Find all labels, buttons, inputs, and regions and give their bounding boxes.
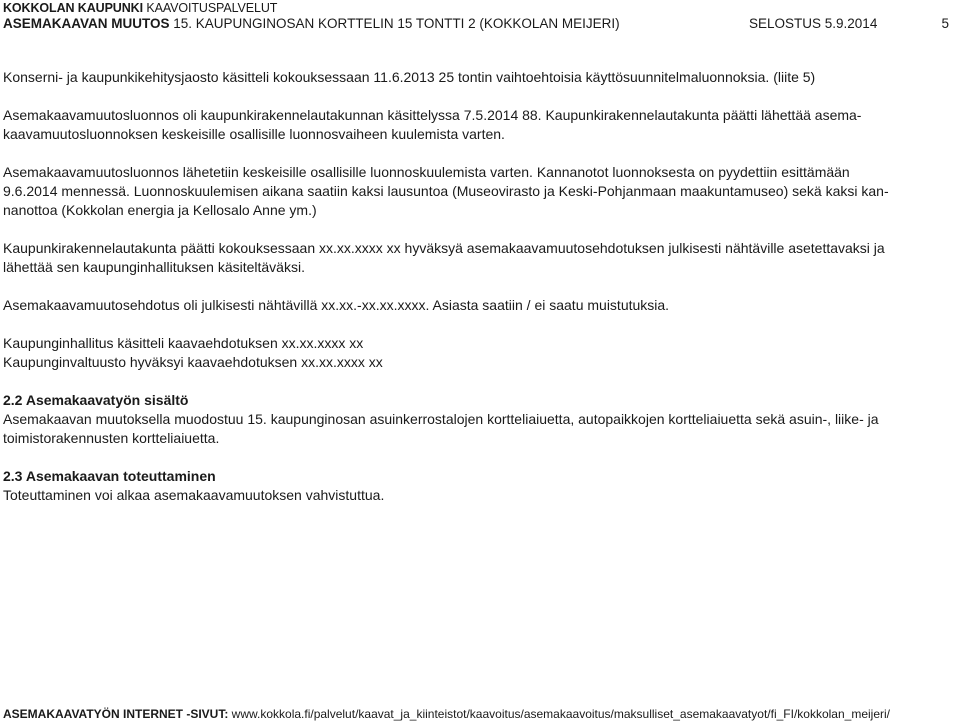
page-number: 5 — [941, 16, 949, 31]
paragraph-lautakunta-line1: Kaupunkirakennelautakunta päätti kokouksessaan xx.xx.xxxx xx hyväksyä asemakaavamuutosehdotuksen julkisesti nähtäville asetettavaksi ja — [3, 240, 885, 256]
paragraph-kuuleminen-line2: 9.6.2014 mennessä. Luonnoskuulemisen aikana saatiin kaksi lausuntoa (Museovirasto ja Keski-Pohjanmaan maakuntamuseo) sekä kaksi kan- — [3, 183, 889, 199]
paragraph-kaupunginvaltuusto: Kaupunginvaltuusto hyväksyi kaavaehdotuksen xx.xx.xxxx xx — [3, 354, 383, 370]
document-title-row — [3, 15, 958, 32]
organization-name: KOKKOLAN KAUPUNKI — [3, 1, 143, 15]
document-title-rest: 15. KAUPUNGINOSAN KORTTELIN 15 TONTTI 2 (KOKKOLAN MEIJERI) — [169, 16, 620, 31]
section-heading-2-2: 2.2 Asemakaavatyön sisältö — [3, 392, 189, 408]
paragraph-jaosto: Konserni- ja kaupunkikehitysjaosto käsitteli kokouksessaan 11.6.2013 25 tontin vaihtoehtoisia käyttösuunnitelmaluonnoksia. (liite 5) — [3, 69, 816, 85]
organization-line — [3, 2, 958, 15]
paragraph-luonnos-line1: Asemakaavamuutosluonnos oli kaupunkirakennelautakunnan käsittelyssa 7.5.2014 88. Kaupunkirakennelautakunta päätti lähettää asema- — [3, 107, 862, 123]
document-title — [3, 16, 620, 31]
document-date: SELOSTUS 5.9.2014 — [749, 16, 878, 31]
paragraph-lautakunta-line2: lähettää sen kaupunginhallituksen käsiteltäväksi. — [3, 259, 305, 275]
footer-label: ASEMAKAAVATYÖN INTERNET -SIVUT: — [3, 707, 229, 721]
paragraph-kaupunginhallitus: Kaupunginhallitus käsitteli kaavaehdotuksen xx.xx.xxxx xx — [3, 335, 364, 351]
page-footer — [3, 707, 890, 721]
paragraph-kuuleminen-line3: nanottoa (Kokkolan energia ja Kellosalo Anne ym.) — [3, 202, 317, 218]
paragraph-nahtavilla: Asemakaavamuutosehdotus oli julkisesti nähtävillä xx.xx.-xx.xx.xxxx. Asiasta saatiin / ei saatu muistutuksia. — [3, 297, 670, 313]
footer-url-link[interactable]: www.kokkola.fi/palvelut/kaavat_ja_kiinteistot/kaavoitus/asemakaavoitus/maksulliset_asemakaavatyot/fi_FI/kokkolan_meijeri/ — [228, 707, 890, 721]
document-title-bold: ASEMAKAAVAN MUUTOS — [3, 16, 170, 31]
page-header — [3, 2, 958, 32]
department-name: KAAVOITUSPALVELUT — [146, 1, 278, 15]
section-heading-2-3: 2.3 Asemakaavan toteuttaminen — [3, 468, 216, 484]
paragraph-toteuttaminen: Toteuttaminen voi alkaa asemakaavamuutoksen vahvistuttua. — [3, 487, 385, 503]
paragraph-luonnos-line2: kaavamuutosluonnoksen keskeisille osallisille luonnosvaiheen kuulemista varten. — [3, 126, 505, 142]
document-body — [3, 68, 958, 505]
paragraph-kuuleminen-line1: Asemakaavamuutosluonnos lähetetiin keskeisille osallisille luonnoskuulemista varten. Kannanotot luonnoksesta on pyydettiin esittämään — [3, 164, 850, 180]
paragraph-sisalto-line1: Asemakaavan muutoksella muodostuu 15. kaupunginosan asuinkerrostalojen kortteliaiuetta, autopaikkojen kortteliaiuetta sekä asuin-, liike- ja — [3, 411, 879, 427]
paragraph-sisalto-line2: toimistorakennusten kortteliaiuetta. — [3, 430, 220, 446]
